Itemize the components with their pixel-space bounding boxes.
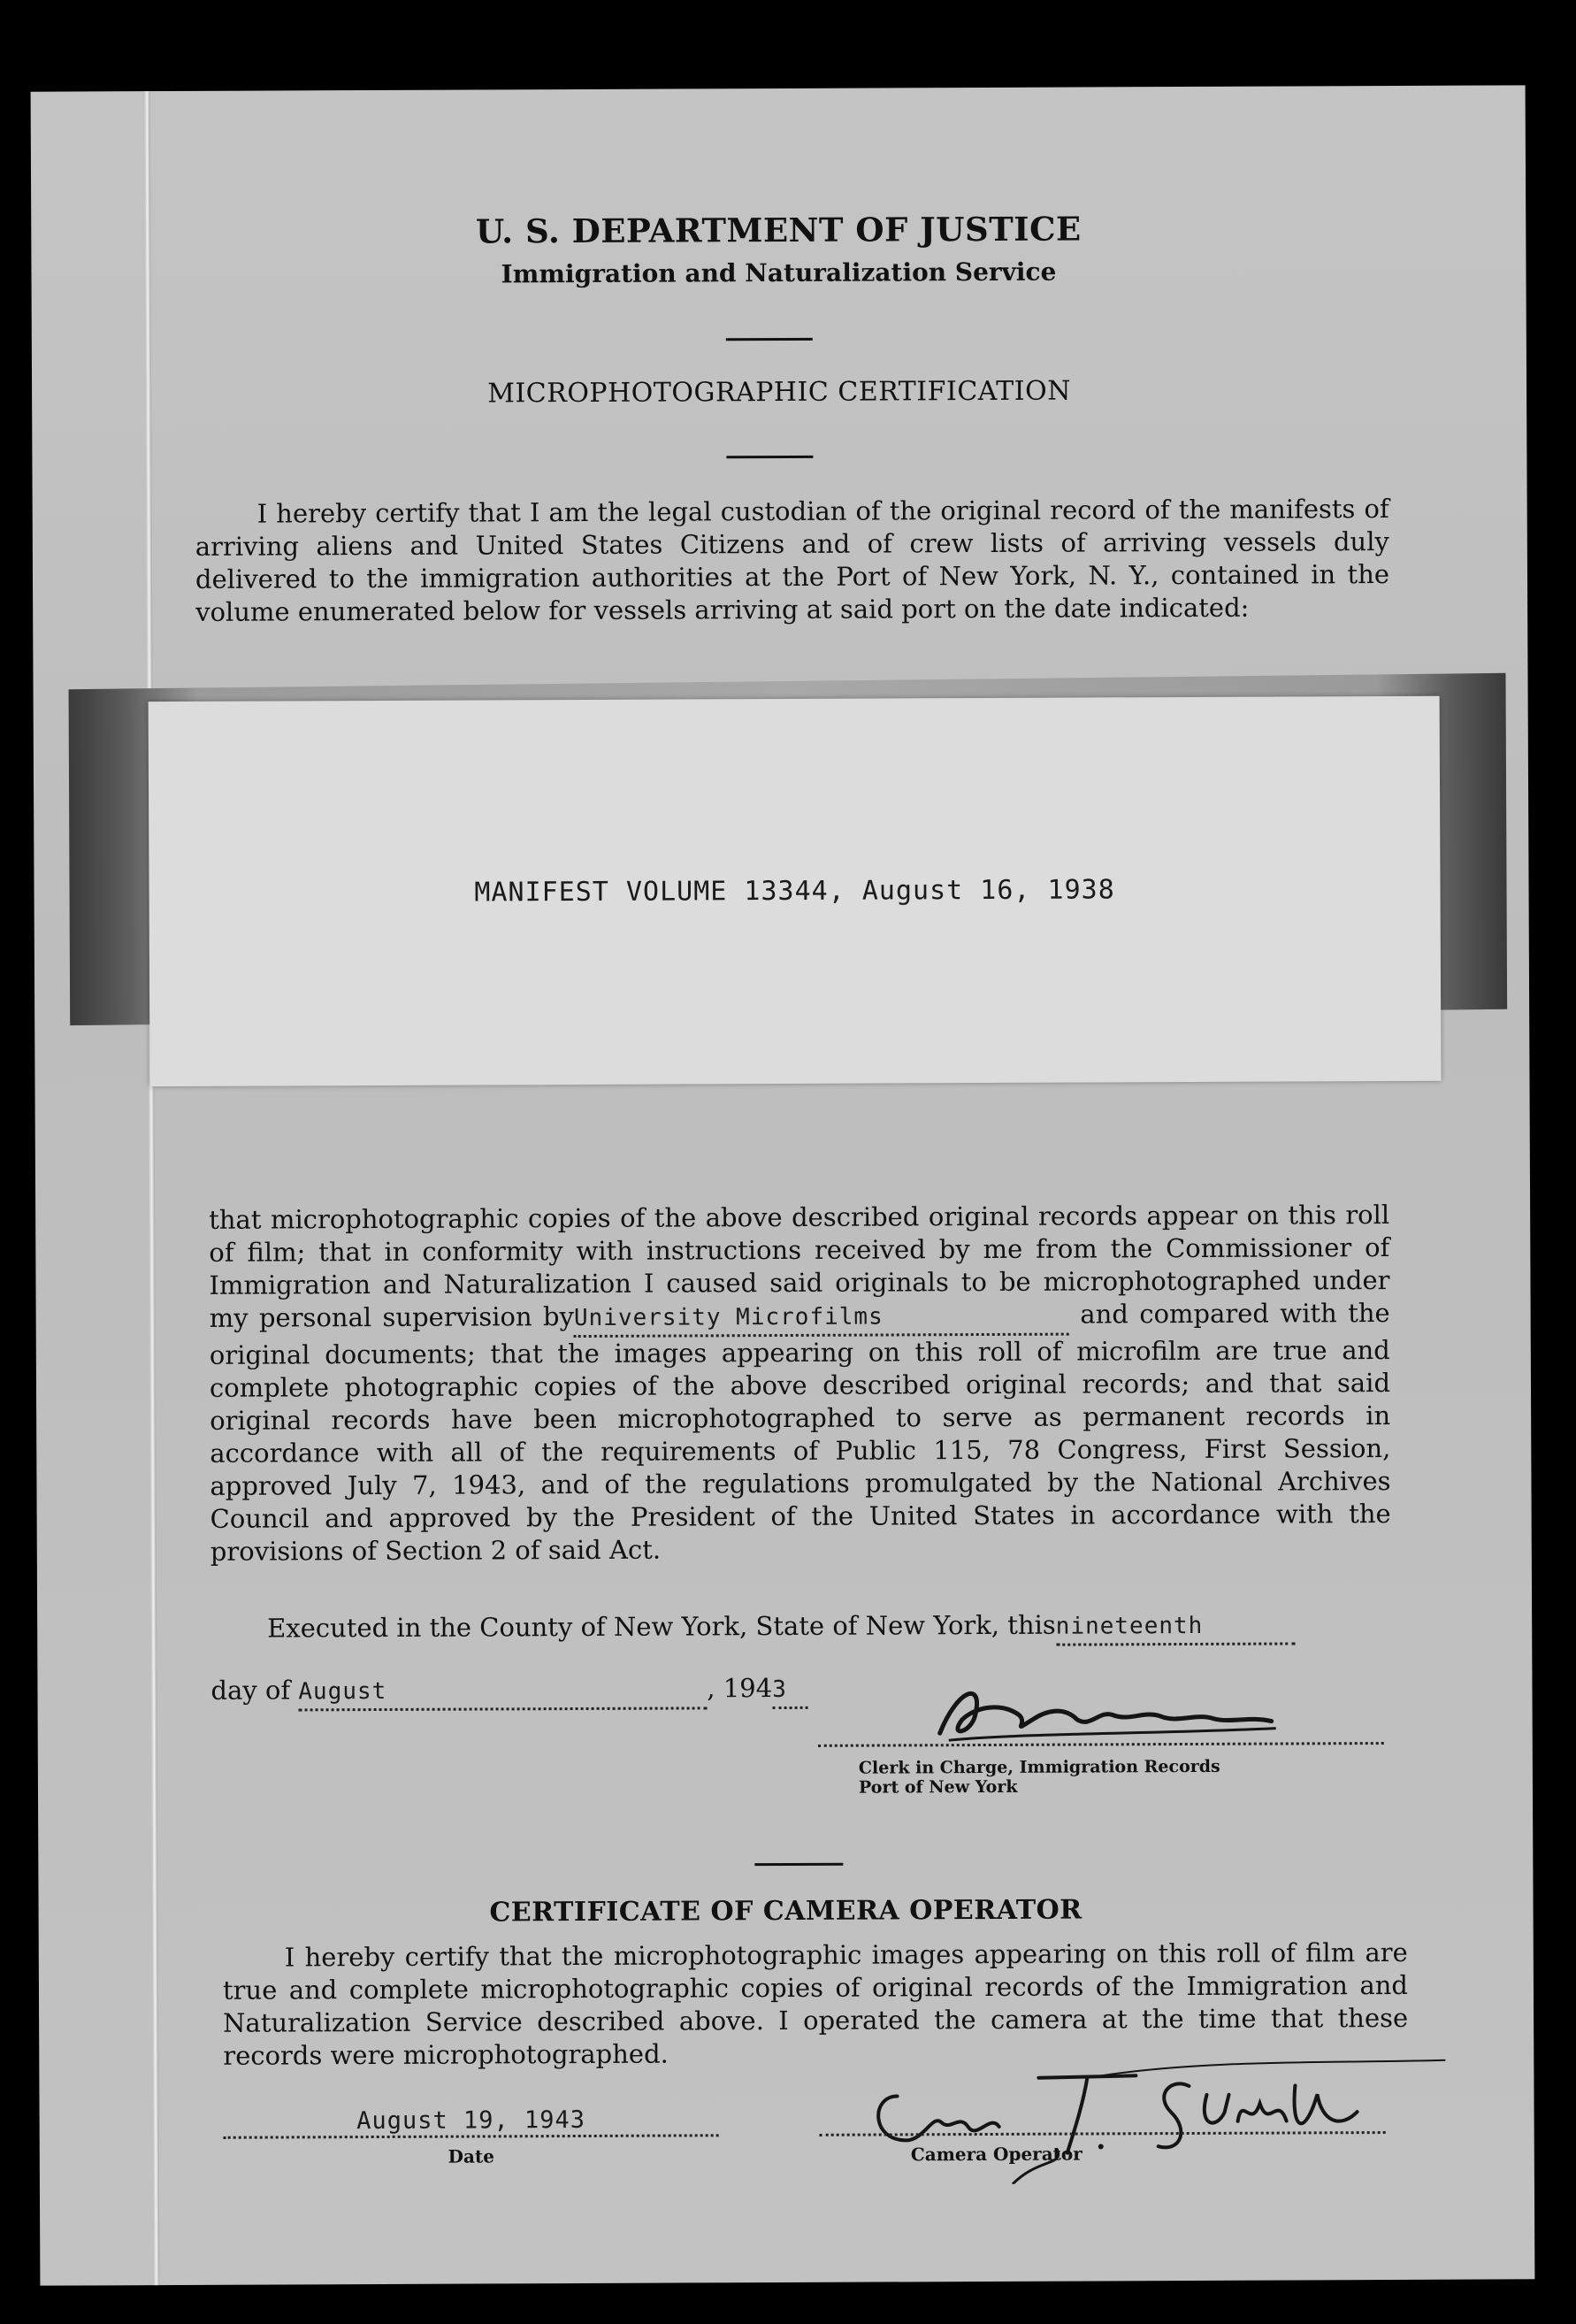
date-value: August 19, 1943 bbox=[356, 2105, 586, 2136]
film-edge-line bbox=[144, 91, 160, 2285]
department-subtitle: Immigration and Naturalization Service bbox=[501, 257, 1057, 289]
manifest-volume-label: MANIFEST VOLUME 13344, August 16, 1938 bbox=[474, 874, 1115, 909]
supervisor-fill-line bbox=[574, 1299, 1069, 1338]
camera-certificate-paragraph: I hereby certify that the microphotographic images appearing on this roll of film are true and complete microphotographic copies of original records of the Immigration and Naturalization Service described above. I operated the camera at the time that these records were microphotographed. bbox=[222, 1937, 1409, 2071]
month-value: August bbox=[298, 1677, 387, 1706]
year-fill-line bbox=[772, 1672, 807, 1709]
day-value: nineteenth bbox=[1055, 1612, 1204, 1640]
department-title: U. S. DEPARTMENT OF JUSTICE bbox=[475, 209, 1082, 251]
day-fill-line bbox=[1056, 1607, 1295, 1645]
certificate-sheet bbox=[31, 85, 1535, 2285]
month-fill-line bbox=[298, 1672, 707, 1711]
intro-paragraph: I hereby certify that I am the legal custodian of the original record of the manifests of arriving aliens and United States Citizens and of crew lists of arriving vessels duly delivered to the immigration authorities at the Port of New York, N. Y., contained in the volume enumerated below for vessels arriving at said port on the date indicated: bbox=[195, 494, 1390, 627]
divider-rule bbox=[726, 456, 813, 458]
body-text-part-2: and compared with the original documents; that the images appearing on this roll of microfilm are true and complete photographic copies of the above described original records; and that said original records have been microphotographed to serve as permanent records in accordance with all of the requirements of Public 115, 78 Congress, First Session, approved July 7, 1943, and of the regulations promulgated by the National Archives Council and approved by the President of the United States in accordance with the provisions of Section 2 of said Act. bbox=[209, 1298, 1391, 1567]
manifest-slip bbox=[149, 696, 1442, 1086]
year-digit: 3 bbox=[772, 1676, 787, 1704]
divider-rule bbox=[754, 1863, 843, 1866]
certification-heading: MICROPHOTOGRAPHIC CERTIFICATION bbox=[487, 375, 1072, 410]
executed-text: Executed in the County of New York, State of New York, this bbox=[267, 1609, 1056, 1644]
camera-certificate-heading: CERTIFICATE OF CAMERA OPERATOR bbox=[489, 1894, 1083, 1929]
year-prefix: , 194 bbox=[707, 1673, 773, 1704]
clerk-caption-line-2: Port of New York bbox=[858, 1776, 1018, 1798]
clerk-signature bbox=[922, 1669, 1293, 1751]
supervisor-value: University Microfilms bbox=[573, 1303, 884, 1332]
executed-line bbox=[267, 1607, 1417, 1650]
operator-caption: Camera Operator bbox=[910, 2143, 1083, 2166]
body-text-part-1: that microphotographic copies of the above described original records appear on this roll of film; that in conformity with instructions received by me from the Commissioner of Immigration and Naturalization I caused said originals to be microphotographed under my personal supervision by bbox=[209, 1200, 1390, 1333]
body-paragraph bbox=[209, 1199, 1391, 1569]
day-of-line bbox=[210, 1671, 1006, 1712]
clerk-caption-line-1: Clerk in Charge, Immigration Records bbox=[858, 1756, 1220, 1778]
divider-rule bbox=[726, 338, 813, 341]
date-caption: Date bbox=[448, 2145, 494, 2167]
clerk-caption bbox=[859, 1757, 1220, 1798]
day-of-label: day of bbox=[210, 1675, 291, 1706]
